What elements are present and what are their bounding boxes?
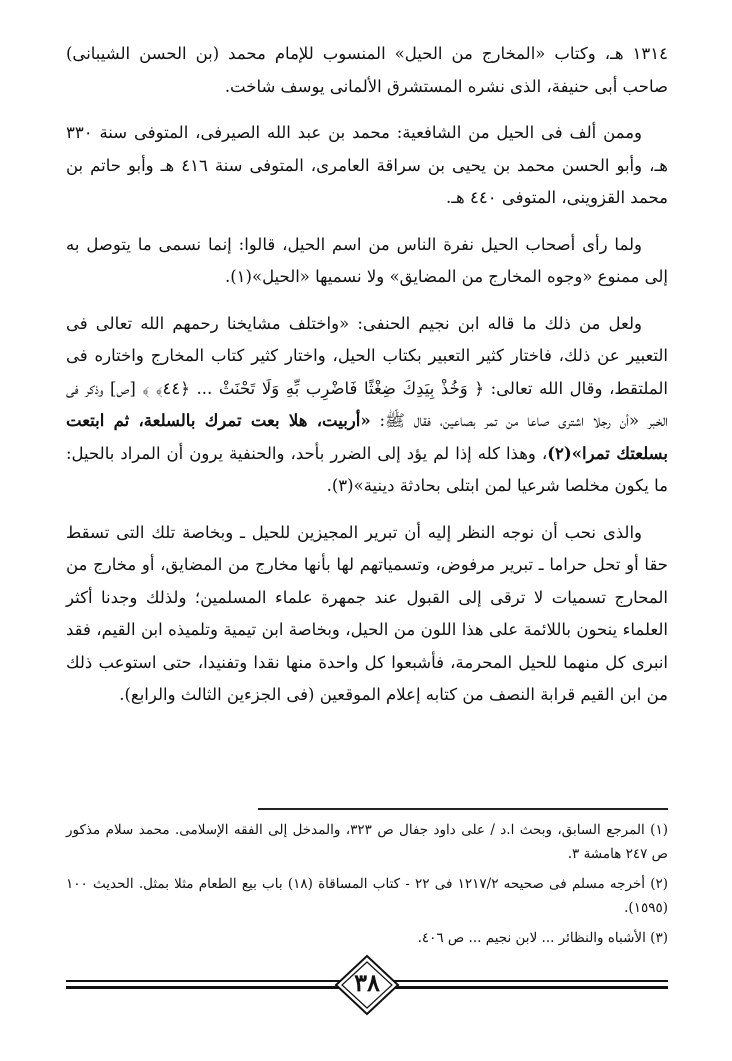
paragraph-ibn-nujaym-quote	[66, 308, 668, 503]
footnote-1: (١) المرجع السابق، وبحث ا.د / على داود جفال ص ٣٢٣، والمدخل إلى الفقه الإسلامى. محمد سلام مذكور ص ٢٤٧ هامشة ٣.	[66, 822, 668, 862]
paragraph-shafii-authors: وممن ألف فى الحيل من الشافعية: محمد بن عبد الله الصيرفى، المتوفى سنة ٣٣٠ هـ، وأبو الحسن محمد بن يحيى بن سراقة العامرى، المتوفى سنة ٤١٦ هـ وأبو حاتم بن محمد القزوينى، المتوفى ٤٤٠ هـ.	[66, 123, 668, 207]
paragraph-hiyal-books: ١٣١٤ هـ، وكتاب «المخارج من الحيل» المنسوب للإمام محمد (بن الحسن الشيبانى) صاحب أبى حنيفة، الذى نشره المستشرق الألمانى يوسف شاخت.	[66, 44, 668, 96]
hadith-text: «أربيت، هلا بعت تمرك بالسلعة، ثم ابتعت بسلعتك تمرا»(٢)	[66, 411, 668, 463]
page-number: ٣٨	[354, 968, 380, 997]
footnote-3: (٣) الأشباه والنظائر ... لابن نجيم ... ص ٤٠٦.	[417, 930, 668, 946]
page-footer	[66, 950, 668, 1020]
page-number-ornament	[334, 954, 400, 1016]
quote-text-before: ولعل من ذلك ما قاله ابن نجيم الحنفى: «واختلف مشايخنا رحمهم الله تعالى فى التعبير عن ذلك، فاختار كثير التعبير بكتاب الحيل، واختار كثير كتاب المخارج واختاره فى الملتقط، وقال الله تعالى: ﴿ وَخُذْ بِيَدِكَ ضِغْثًا فَاضْرِب بِّهِ وَلَا تَحْنَثْ ... ﴿٤٤﴾ ﴾ [ص] وذكر فى الخبر «أن رجلا اشترى صاعا من تمر بصاعين، فقال ﷺ:	[66, 313, 668, 430]
footnotes-section	[66, 818, 668, 956]
main-text	[66, 38, 668, 726]
quote-text-after: ، وهذا كله إذا لم يؤد إلى الضرر بأحد، والحنفية يرون أن المراد بالحيل: ما يكون مخلصا شرعيا لمن ابتلى بحادثة دينية»(٣).	[66, 443, 668, 495]
footnote-2: (٢) أخرجه مسلم فى صحيحه ١٢١٧/٢ فى ٢٢ - كتاب المساقاة (١٨) باب بيع الطعام مثلا بمثل. الحديث ١٠٠ (١٥٩٥).	[66, 876, 669, 916]
paragraph-rejection-hiyal: والذى نحب أن نوجه النظر إليه أن تبرير المجيزين للحيل ـ وبخاصة تلك التى تسقط حقا أو تحل حراما ـ تبرير مرفوض، وتسمياتهم لها بأنها مخارج من المضايق، أو مخارج من المحارج تسميات لا ترقى إلى القبول عند جمهرة علماء المسلمين؛ ولذلك وجدنا أكثر العلماء ينحون باللائمة على هذا اللون من الحيل، وبخاصة ابن تيمية وتلميذه ابن القيم، فقد انبرى كل منهما للحيل المحرمة، فأشبعوا كل واحدة منها نقدا وتفنيدا، حتى استوعب ذلك من ابن القيم قرابة النصف من كتابه إعلام الموقعين (فى الجزءين الثالث والرابع).	[66, 522, 668, 704]
footnote-divider	[258, 808, 668, 810]
paragraph-naming-hiyal: ولما رأى أصحاب الحيل نفرة الناس من اسم الحيل، قالوا: إنما نسمى ما يتوصل به إلى ممنوع «وجوه المخارج من المضايق» ولا نسميها «الحيل»(١).	[66, 234, 668, 286]
